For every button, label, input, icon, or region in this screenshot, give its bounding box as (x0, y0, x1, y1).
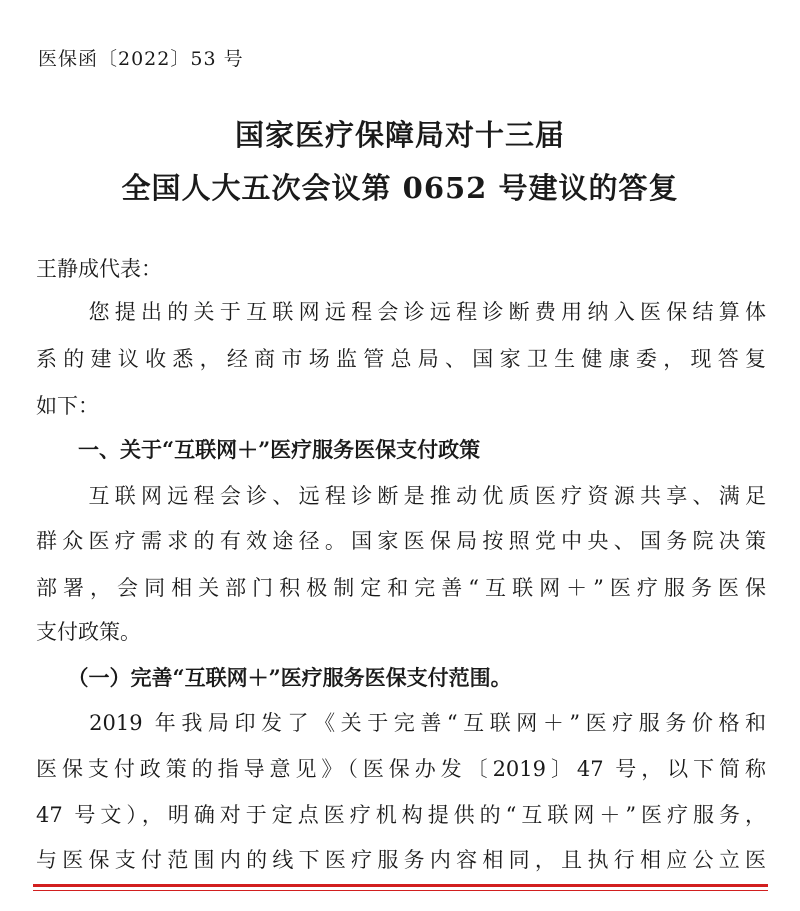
body-line: 支付政策。 (36, 620, 141, 644)
footer-rule-thick (33, 884, 768, 887)
footer-rule-thin (33, 890, 768, 891)
subsection-heading-1: （一）完善“互联网＋”医疗服务医保支付范围。 (36, 665, 512, 690)
body-line: 与医保支付范围内的线下医疗服务内容相同，且执行相应公立医 (36, 848, 766, 872)
body-line: 您提出的关于互联网远程会诊远程诊断费用纳入医保结算体 (36, 300, 766, 324)
body-line: 系的建议收悉，经商市场监管总局、国家卫生健康委，现答复 (36, 347, 766, 371)
document-title-line-1: 国家医疗保障局对十三届 (234, 118, 565, 152)
body-line: 47 号文），明确对于定点医疗机构提供的“互联网＋”医疗服务， (36, 803, 766, 827)
body-line: 如下： (36, 394, 99, 418)
body-line: 互联网远程会诊、远程诊断是推动优质医疗资源共享、满足 (36, 484, 766, 508)
body-line: 群众医疗需求的有效途径。国家医保局按照党中央、国务院决策 (36, 529, 766, 553)
document-number: 医保函〔2022〕53 号 (38, 48, 244, 70)
document-title-line-2: 全国人大五次会议第 0652 号建议的答复 (121, 171, 679, 205)
body-line: 部署，会同相关部门积极制定和完善“互联网＋”医疗服务医保 (36, 576, 766, 600)
body-line: 医保支付政策的指导意见》（医保办发〔2019〕47 号，以下简称 (36, 757, 766, 781)
salutation: 王静成代表： (36, 257, 162, 281)
section-heading-1: 一、关于“互联网＋”医疗服务医保支付政策 (36, 437, 481, 462)
body-line: 2019 年我局印发了《关于完善“互联网＋”医疗服务价格和 (36, 711, 766, 735)
